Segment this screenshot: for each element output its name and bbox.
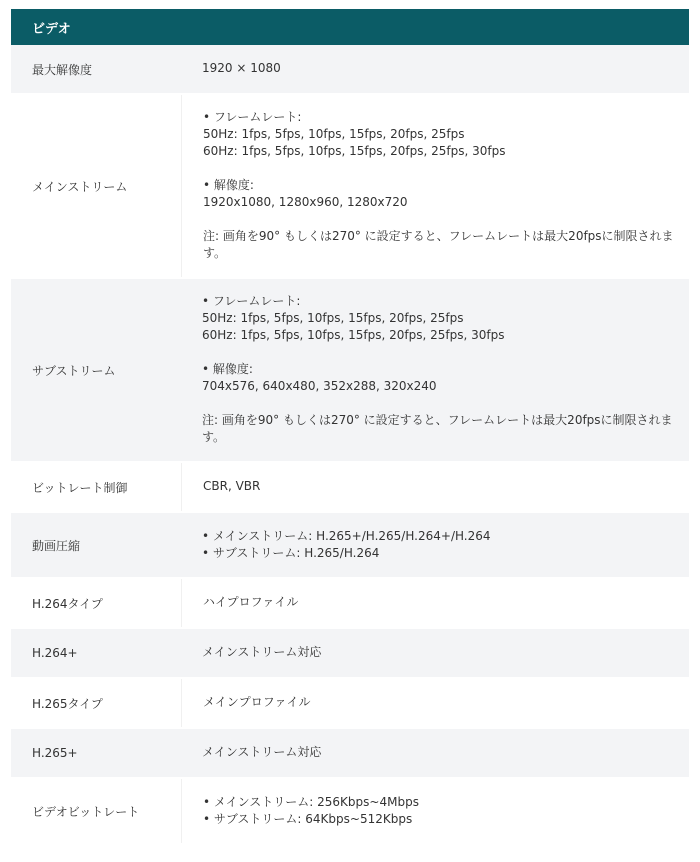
section-title: ビデオ bbox=[32, 21, 71, 37]
spec-label: H.264タイプ bbox=[32, 596, 103, 611]
spec-row-video-bitrate bbox=[11, 779, 689, 845]
spec-value bbox=[181, 513, 689, 577]
spec-label: H.264+ bbox=[11, 629, 180, 677]
rotation-note: 注: 画角を90° もしくは270° に設定すると、フレームレートは最大20fpsに制限されます。 bbox=[203, 229, 674, 260]
spec-value bbox=[181, 279, 689, 461]
bitrate-sub-stream: • サブストリーム: 64Kbps~512Kbps bbox=[203, 811, 413, 826]
framerate-heading: • フレームレート: bbox=[203, 110, 302, 124]
spec-label: H.265+ bbox=[11, 729, 180, 777]
framerate-60hz: 60Hz: 1fps, 5fps, 10fps, 15fps, 20fps, 25fps, 30fps bbox=[202, 328, 505, 342]
spec-value bbox=[181, 45, 689, 93]
framerate-60hz: 60Hz: 1fps, 5fps, 10fps, 15fps, 20fps, 25fps, 30fps bbox=[203, 144, 506, 158]
spec-row-max-resolution bbox=[11, 45, 689, 95]
resolution-heading: • 解像度: bbox=[203, 178, 254, 192]
spec-label: メインストリーム bbox=[32, 179, 128, 194]
spec-value-text: CBR, VBR bbox=[203, 479, 261, 493]
video-spec-table bbox=[11, 9, 689, 845]
framerate-heading: • フレームレート: bbox=[202, 294, 301, 308]
spec-row-main-stream bbox=[11, 95, 689, 279]
spec-label: サブストリーム bbox=[11, 279, 180, 461]
framerate-50hz: 50Hz: 1fps, 5fps, 10fps, 15fps, 20fps, 25fps bbox=[202, 311, 464, 325]
spec-label: ビデオビットレート bbox=[32, 804, 140, 819]
spec-value-text: メインストリーム対応 bbox=[202, 645, 322, 659]
compression-main-stream: • メインストリーム: H.265+/H.265/H.264+/H.264 bbox=[202, 528, 491, 543]
framerate-50hz: 50Hz: 1fps, 5fps, 10fps, 15fps, 20fps, 25fps bbox=[203, 127, 465, 141]
spec-value bbox=[181, 629, 689, 677]
spec-value bbox=[181, 779, 689, 843]
spec-value-text: メインプロファイル bbox=[203, 695, 311, 709]
spec-label: 最大解像度 bbox=[11, 45, 180, 93]
resolution-list: 704x576, 640x480, 352x288, 320x240 bbox=[202, 379, 437, 393]
spec-row-h264-type bbox=[11, 579, 689, 629]
spec-row-h265-plus bbox=[11, 729, 689, 779]
section-header bbox=[11, 9, 689, 45]
spec-label: H.265タイプ bbox=[32, 696, 103, 711]
spec-value bbox=[181, 95, 689, 277]
compression-sub-stream: • サブストリーム: H.265/H.264 bbox=[202, 545, 380, 560]
spec-label: 動画圧縮 bbox=[11, 513, 180, 577]
spec-row-video-compression bbox=[11, 513, 689, 579]
rotation-note: 注: 画角を90° もしくは270° に設定すると、フレームレートは最大20fpsに制限されます。 bbox=[202, 413, 673, 444]
spec-value-text: ハイプロファイル bbox=[203, 595, 299, 609]
bitrate-main-stream: • メインストリーム: 256Kbps~4Mbps bbox=[203, 794, 419, 809]
spec-value bbox=[181, 679, 689, 727]
spec-value bbox=[181, 463, 689, 511]
spec-value-text: メインストリーム対応 bbox=[202, 745, 322, 759]
resolution-list: 1920x1080, 1280x960, 1280x720 bbox=[203, 195, 408, 209]
spec-label: ビットレート制御 bbox=[32, 480, 128, 495]
spec-row-sub-stream bbox=[11, 279, 689, 463]
spec-row-bitrate-control bbox=[11, 463, 689, 513]
spec-value bbox=[181, 729, 689, 777]
spec-value-text: 1920 × 1080 bbox=[202, 61, 281, 75]
resolution-heading: • 解像度: bbox=[202, 362, 253, 376]
spec-row-h264-plus bbox=[11, 629, 689, 679]
spec-row-h265-type bbox=[11, 679, 689, 729]
spec-value bbox=[181, 579, 689, 627]
